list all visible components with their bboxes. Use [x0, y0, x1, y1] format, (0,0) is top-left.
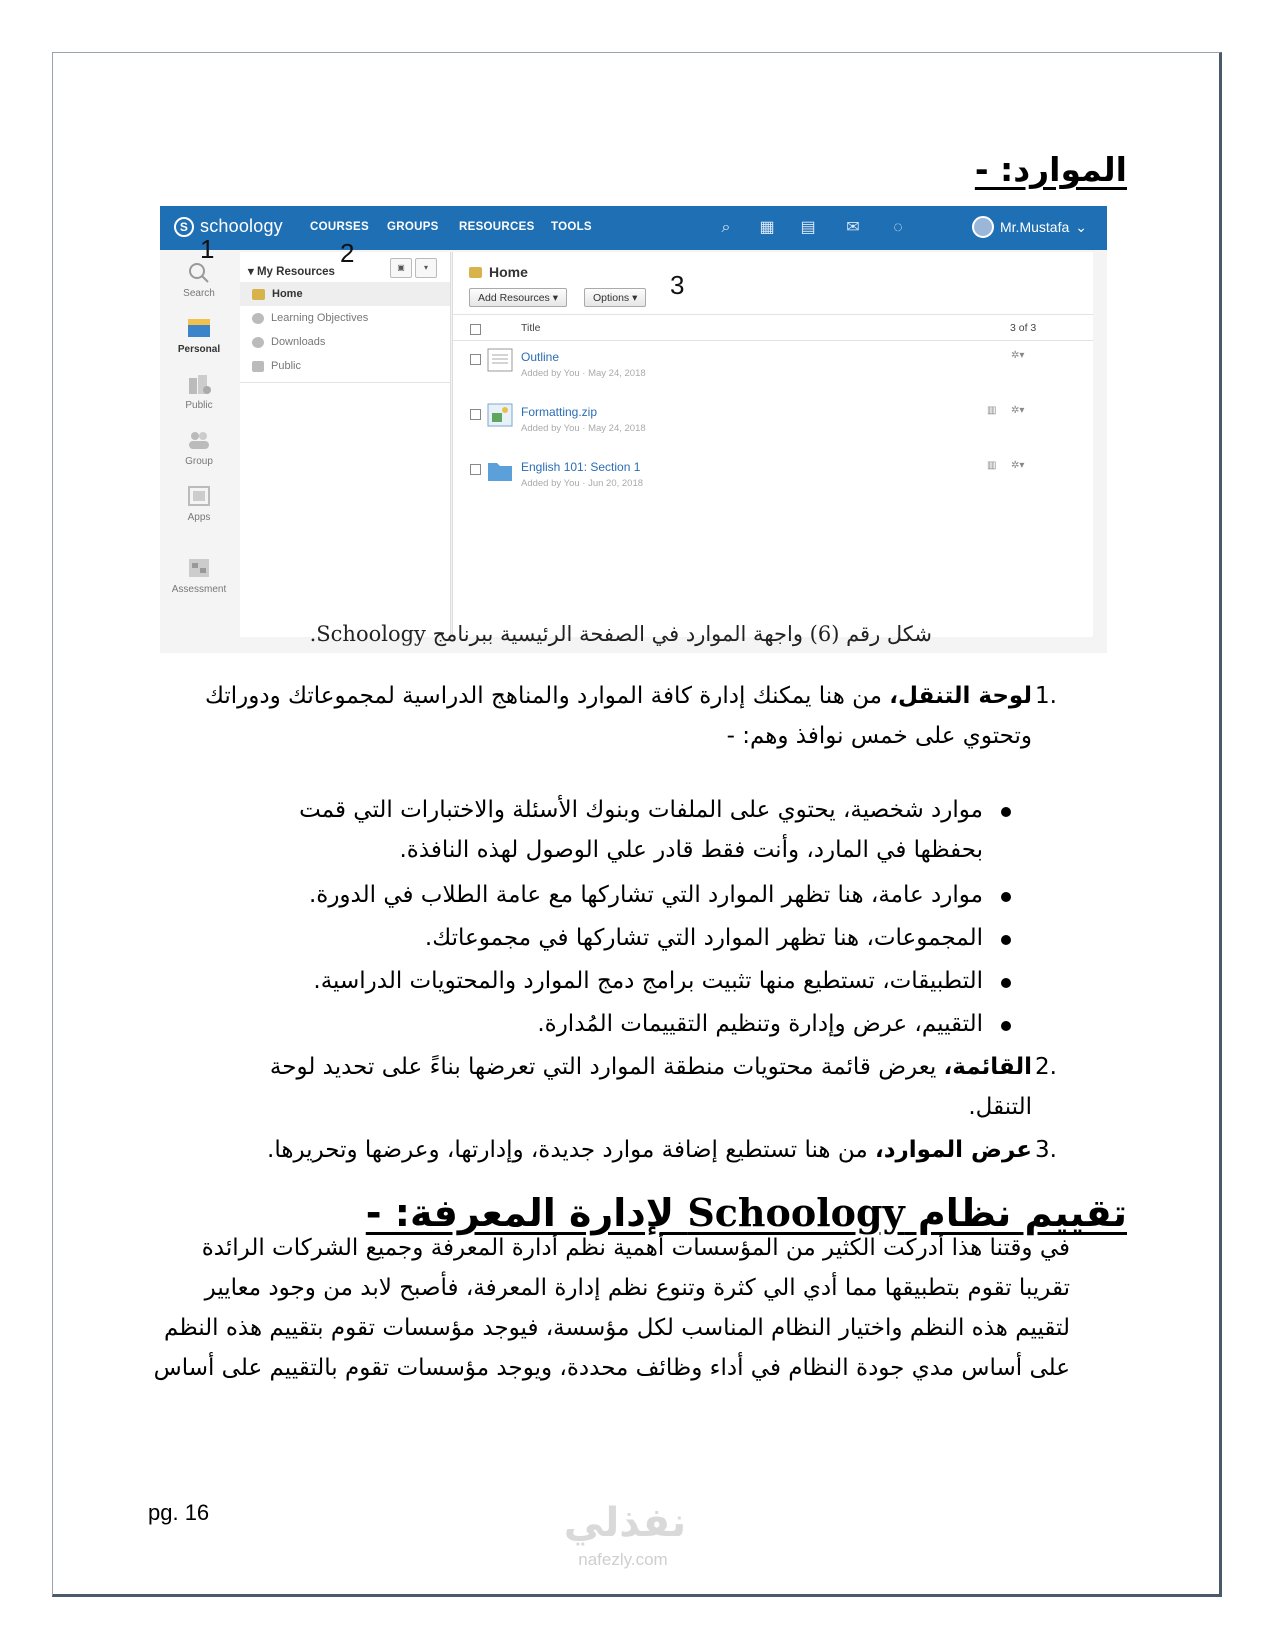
divider	[453, 340, 1093, 341]
bullet-item: موارد عامة، هنا تظهر الموارد التي تشاركها مع عامة الطلاب في الدورة.	[308, 882, 983, 908]
resource-meta: Added by You · May 24, 2018	[521, 368, 646, 379]
add-resources-button[interactable]: Add Resources ▾	[469, 288, 567, 307]
mail-icon[interactable]: ✉	[846, 219, 860, 236]
nav-tools[interactable]: TOOLS	[551, 221, 592, 233]
left-nav-apps[interactable]: Apps	[160, 484, 238, 523]
zip-file-icon	[487, 403, 513, 427]
paragraph-line: لتقييم هذه النظم واختيار النظام المناسب لكل مؤسسة، فيوجد مؤسسات تقوم بتقييم هذه النظم	[164, 1315, 1070, 1341]
list-number: 3.	[1035, 1137, 1057, 1163]
top-navbar	[160, 206, 1107, 250]
select-all-checkbox[interactable]	[470, 324, 481, 335]
left-nav-personal[interactable]: Personal	[160, 316, 238, 355]
folder-icon	[469, 267, 482, 278]
folder-downloads[interactable]: Downloads	[252, 336, 325, 348]
resource-meta: Added by You · May 24, 2018	[521, 423, 646, 434]
group-icon	[186, 428, 212, 452]
bullet	[1001, 892, 1011, 902]
annotation-number: 3	[670, 270, 685, 300]
folder-icon	[252, 289, 265, 300]
user-menu[interactable]	[972, 216, 1087, 238]
gear-icon[interactable]: ✲▾	[1011, 460, 1025, 471]
assessment-icon	[186, 556, 212, 580]
list-number: 1.	[1035, 683, 1057, 709]
divider	[240, 382, 450, 383]
chevron-down-icon: ⌄	[1075, 218, 1087, 235]
figure-caption: شكل رقم (6) واجهة الموارد في الصفحة الرئيسية ببرنامج Schoology.	[309, 622, 932, 646]
avatar	[972, 216, 994, 238]
my-resources-heading[interactable]: ▾ My Resources	[248, 266, 335, 278]
resources-content-panel	[452, 252, 1093, 637]
left-nav-public[interactable]: Public	[160, 372, 238, 411]
share-icon[interactable]: ▥	[987, 405, 997, 416]
bullet-item-continuation: بحفظها في المارد، وأنت فقط قادر علي الوصول لهذه النافذة.	[399, 837, 983, 863]
bullet	[1001, 807, 1011, 817]
list-item: عرض الموارد، من هنا تستطيع إضافة موارد جديدة، وإدارتها، وعرضها وتحريرها.	[267, 1137, 1032, 1163]
apps-icon	[186, 484, 212, 508]
list-number: 2.	[1035, 1054, 1057, 1080]
folder-public[interactable]: Public	[252, 360, 301, 372]
list-item-continuation: وتحتوي على خمس نوافذ وهم: -	[726, 723, 1032, 749]
objective-icon	[252, 313, 264, 324]
item-count: 3 of 3	[1010, 322, 1037, 334]
grid-icon[interactable]: ▦	[759, 219, 775, 236]
folder-learning-objectives[interactable]: Learning Objectives	[252, 312, 368, 324]
add-folder-button[interactable]: ▣	[390, 258, 412, 278]
row-checkbox[interactable]	[470, 354, 481, 365]
annotation-number: 1	[200, 234, 215, 264]
nav-groups[interactable]: GROUPS	[387, 221, 439, 233]
folder-home[interactable]: Home	[240, 282, 450, 306]
divider	[453, 314, 1093, 315]
share-icon[interactable]: ▥	[987, 460, 997, 471]
bullet-item: التطبيقات، تستطيع منها تثبيت برامج دمج الموارد والمحتويات الدراسية.	[313, 968, 983, 994]
document-icon	[487, 348, 513, 372]
options-button[interactable]: Options ▾	[584, 288, 646, 307]
nav-courses[interactable]: COURSES	[310, 221, 369, 233]
bullet-item: المجموعات، هنا تظهر الموارد التي تشاركها في مجموعاتك.	[424, 925, 983, 951]
annotation-number: 2	[340, 238, 355, 268]
bullet	[1001, 935, 1011, 945]
left-nav-assessment[interactable]: Assessment	[160, 556, 238, 595]
list-item: القائمة، يعرض قائمة محتويات منطقة الموارد التي تعرضها بناءً على تحديد لوحة	[269, 1054, 1032, 1080]
watermark-logo: نفذلي	[563, 1500, 687, 1546]
schoology-logo[interactable]	[174, 216, 283, 237]
list-item: لوحة التنقل، من هنا يمكنك إدارة كافة الموارد والمناهج الدراسية لمجموعاتك ودوراتك	[204, 683, 1032, 709]
calendar-icon[interactable]: ▤	[800, 219, 816, 236]
resource-name[interactable]: Outline	[521, 350, 560, 364]
public-icon	[252, 361, 264, 372]
resource-meta: Added by You · Jun 20, 2018	[521, 478, 644, 489]
section-heading-evaluation: تقييم نظام Schoology لإدارة المعرفة: -	[365, 1190, 1127, 1235]
row-checkbox[interactable]	[470, 409, 481, 420]
bullet	[1001, 978, 1011, 988]
resource-name[interactable]: English 101: Section 1	[521, 460, 641, 474]
page-number: pg. 16	[148, 1500, 210, 1525]
section-heading-resources: الموارد: -	[974, 150, 1127, 189]
resource-name[interactable]: Formatting.zip	[521, 405, 598, 419]
public-icon	[186, 372, 212, 396]
column-title: Title	[521, 322, 541, 334]
list-item-continuation: التنقل.	[968, 1094, 1032, 1120]
resources-tree-panel	[240, 252, 451, 637]
body-paragraph	[110, 1228, 1070, 1388]
watermark-url: nafezly.com	[578, 1550, 668, 1569]
gear-icon[interactable]: ✲▾	[1011, 350, 1025, 361]
paragraph-line: على أساس مدي جودة النظام في أداء وظائف محددة، ويوجد مؤسسات تقوم بالتقييم على أساس	[153, 1355, 1070, 1381]
search-icon[interactable]: ⌕	[721, 219, 731, 236]
left-nav-group[interactable]: Group	[160, 428, 238, 467]
bullet-item: موارد شخصية، يحتوي على الملفات وبنوك الأسئلة والاختبارات التي قمت	[299, 797, 983, 823]
bullet	[1001, 1021, 1011, 1031]
logo-text: schoology	[200, 216, 283, 236]
nav-resources[interactable]: RESOURCES	[459, 221, 535, 233]
paragraph-line: تقريبا تقوم بتطبيقها مما أدي الي كثرة وتنوع نظم إدارة المعرفة، فأصبح لابد من وجود معايير	[204, 1275, 1070, 1301]
panel-title: Home	[469, 264, 528, 280]
schoology-screenshot	[160, 206, 1107, 653]
user-name: Mr.Mustafa	[1000, 219, 1070, 235]
notification-icon[interactable]: ◌	[893, 219, 903, 236]
left-nav-search[interactable]: Search	[160, 260, 238, 299]
personal-icon	[186, 316, 212, 340]
row-checkbox[interactable]	[470, 464, 481, 475]
gear-icon[interactable]: ✲▾	[1011, 405, 1025, 416]
paragraph-line: في وقتنا هذا أدركت الكثير من المؤسسات أهمية نظم أدارة المعرفة وجميع الشركات الرائدة	[201, 1235, 1070, 1261]
folder-icon	[487, 458, 513, 482]
schoology-logo-icon: S	[174, 217, 194, 237]
tree-dropdown-button[interactable]: ▾	[415, 258, 437, 278]
download-icon	[252, 337, 264, 348]
left-nav	[160, 250, 238, 653]
bullet-item: التقييم، عرض وإدارة وتنظيم التقييمات المُدارة.	[537, 1011, 983, 1037]
